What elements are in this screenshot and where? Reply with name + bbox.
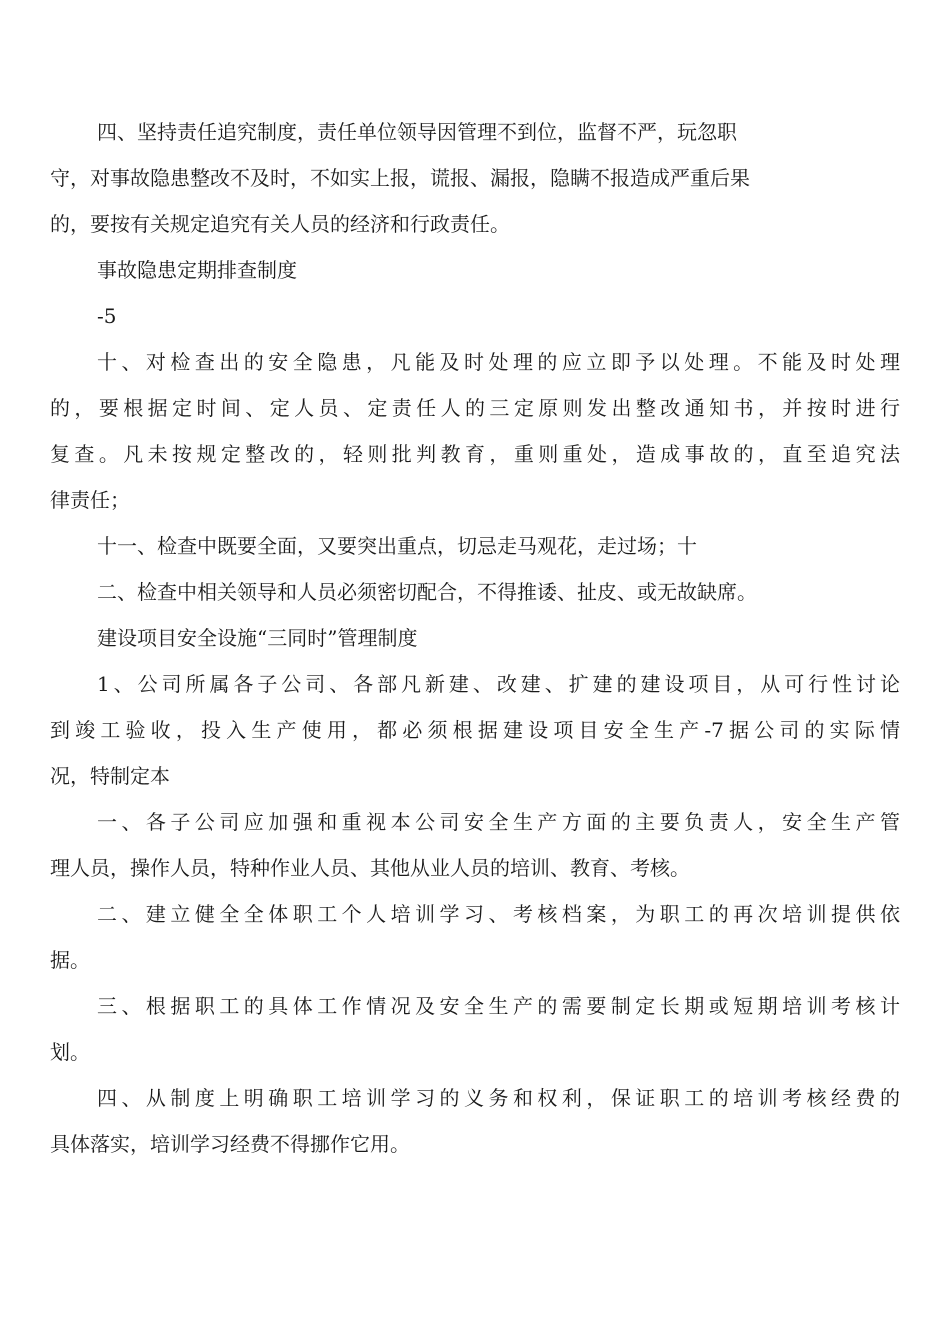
text-line: 理人员，操作人员，特种作业人员、其他从业人员的培训、教育、考核。 (50, 856, 690, 880)
text-line: 到竣工验收，投入生产使用，都必须根据建设项目安全生产-7据公司的实际情 (50, 718, 900, 742)
text-line: 复查。凡未按规定整改的，轻则批判教育，重则重处，造成事故的，直至追究法 (50, 442, 900, 466)
text-line: 一、各子公司应加强和重视本公司安全生产方面的主要负责人，安全生产管 (97, 810, 900, 834)
text-line: 律责任； (50, 488, 130, 512)
section-heading: 事故隐患定期排查制度 (97, 258, 297, 282)
text-line: 据。 (50, 948, 90, 972)
text-line: 守，对事故隐患整改不及时，不如实上报，谎报、漏报，隐瞒不报造成严重后果 (50, 166, 750, 190)
text-line: 三、根据职工的具体工作情况及安全生产的需要制定长期或短期培训考核计 (97, 994, 900, 1018)
text-line: 二、建立健全全体职工个人培训学习、考核档案，为职工的再次培训提供依 (97, 902, 900, 926)
text-line: 具体落实，培训学习经费不得挪作它用。 (50, 1132, 410, 1156)
text-line: 十一、检查中既要全面，又要突出重点，切忌走马观花，走过场；十 (97, 534, 697, 558)
text-line: 四、坚持责任追究制度，责任单位领导因管理不到位，监督不严，玩忽职 (97, 120, 737, 144)
text-line: 十、对检查出的安全隐患，凡能及时处理的应立即予以处理。不能及时处理 (97, 350, 900, 374)
text-line: 况，特制定本 (50, 764, 170, 788)
text-line: 的，要根据定时间、定人员、定责任人的三定原则发出整改通知书，并按时进行 (50, 396, 900, 420)
text-line: 二、检查中相关领导和人员必须密切配合，不得推诿、扯皮、或无故缺席。 (97, 580, 757, 604)
text-line: 1、公司所属各子公司、各部凡新建、改建、扩建的建设项目，从可行性讨论 (97, 672, 900, 696)
text-line: 划。 (50, 1040, 90, 1064)
text-line: 四、从制度上明确职工培训学习的义务和权利，保证职工的培训考核经费的 (97, 1086, 900, 1110)
page-marker: -5 (97, 304, 117, 328)
text-line: 的，要按有关规定追究有关人员的经济和行政责任。 (50, 212, 510, 236)
section-heading: 建设项目安全设施“三同时”管理制度 (97, 626, 418, 650)
